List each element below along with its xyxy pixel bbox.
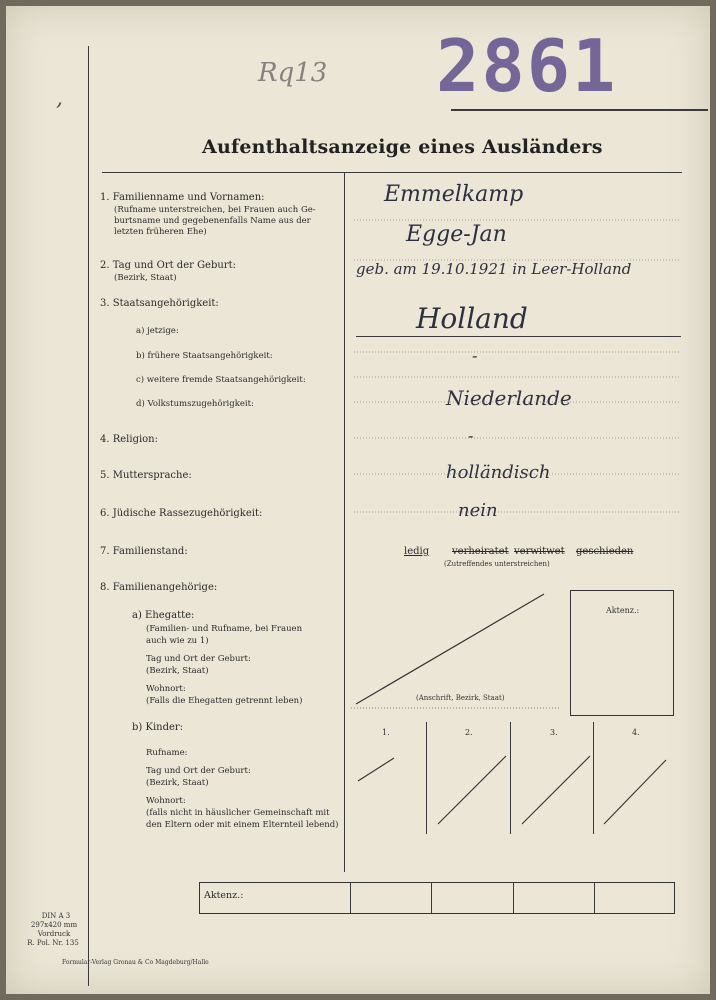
footer-cell-divider — [431, 882, 432, 913]
field-3a-label: a) jetzige: — [136, 326, 179, 336]
field-2-note: (Bezirk, Staat) — [114, 273, 177, 283]
margin-mark: , — [56, 86, 63, 111]
field-8a-birth-note: (Bezirk, Staat) — [146, 666, 209, 676]
field-3-label: 3. Staatsangehörigkeit: — [100, 298, 219, 309]
field-8b-birth-note: (Bezirk, Staat) — [146, 778, 209, 788]
entry-nationality: Holland — [416, 302, 528, 335]
spouse-address-note: (Anschrift, Bezirk, Staat) — [416, 694, 505, 702]
status-option-single: ledig — [404, 546, 430, 557]
status-option-widowed: verwitwet — [514, 546, 565, 557]
field-8a-label: a) Ehegatte: — [132, 610, 195, 621]
field-2-label: 2. Tag und Ort der Geburt: — [100, 260, 236, 271]
field-8a-residence-note: (Falls die Ehegatten getrennt leben) — [146, 696, 303, 706]
entry-language: holländisch — [446, 462, 551, 483]
entry-firstname: Egge-Jan — [406, 222, 507, 247]
field-3b-label: b) frühere Staatsangehörigkeit: — [136, 351, 273, 361]
status-note: (Zutreffendes unterstreichen) — [444, 560, 550, 568]
entry-birth: geb. am 19.10.1921 in Leer-Holland — [356, 260, 632, 278]
child-col-1: 1. — [382, 728, 390, 737]
entry-religion: - — [468, 426, 474, 445]
pencil-note: Rq13 — [258, 58, 328, 88]
field-1-note: burtsname und gegebenenfalls Name aus der — [114, 216, 311, 226]
field-3c-label: c) weitere fremde Staatsangehörigkeit: — [136, 375, 306, 385]
field-8b-residence: Wohnort: — [146, 796, 186, 806]
child-col-2: 2. — [465, 728, 473, 737]
footer-reference-label: Aktenz.: — [204, 890, 244, 901]
form-type: Vordruck — [37, 930, 71, 938]
field-8-label: 8. Familienangehörige: — [100, 582, 218, 593]
field-8b-name: Rufname: — [146, 748, 188, 758]
entry-former-nationality: - — [472, 346, 478, 365]
field-7-label: 7. Familienstand: — [100, 546, 188, 557]
field-4-label: 4. Religion: — [100, 434, 158, 445]
field-8b-birth: Tag und Ort der Geburt: — [146, 766, 251, 776]
field-6-label: 6. Jüdische Rassezugehörigkeit: — [100, 508, 263, 519]
din-format: DIN A 3 — [41, 912, 71, 920]
field-8b-residence-note: den Eltern oder mit einem Elternteil lebend) — [146, 820, 339, 830]
field-1-note: letzten früheren Ehe) — [114, 227, 207, 237]
page-title: Aufenthaltsanzeige eines Ausländers — [202, 136, 603, 158]
left-margin-line — [88, 46, 89, 986]
child-col-3: 3. — [550, 728, 558, 737]
field-8a-birth: Tag und Ort der Geburt: — [146, 654, 251, 664]
child-col-4: 4. — [632, 728, 640, 737]
entry-name: Emmelkamp — [384, 182, 524, 207]
field-8b-residence-note: (falls nicht in häuslicher Gemeinschaft mit — [146, 808, 330, 818]
status-option-married: verheiratet — [452, 546, 509, 557]
din-size: 297x420 mm — [30, 921, 78, 929]
footer-cell-divider — [594, 882, 595, 913]
footer-reference-row — [199, 882, 675, 914]
stamp-underline — [451, 109, 708, 111]
document-page — [6, 6, 710, 994]
field-1-note: (Rufname unterstreichen, bei Frauen auch Ge- — [114, 205, 316, 215]
field-8a-residence: Wohnort: — [146, 684, 186, 694]
children-strike-lines — [346, 746, 686, 836]
entry-jewish: nein — [458, 500, 498, 521]
field-8a-note: auch wie zu 1) — [146, 636, 209, 646]
field-8b-label: b) Kinder: — [132, 722, 184, 733]
footer-cell-divider — [350, 882, 351, 913]
stamp-number: 2861 — [436, 24, 618, 108]
footer-cell-divider — [513, 882, 514, 913]
entry-ethnicity: Niederlande — [446, 386, 572, 410]
publisher-line: Formular-Verlag Gronau & Co Magdeburg/Halle — [62, 959, 209, 966]
right-column-rules — [346, 172, 686, 592]
photo-box-label: Aktenz.: — [606, 606, 640, 615]
form-number: R. Pol. Nr. 135 — [27, 939, 79, 947]
field-1-label: 1. Familienname und Vornamen: — [100, 192, 265, 203]
center-divider — [344, 172, 345, 872]
field-8a-note: (Familien- und Rufname, bei Frauen — [146, 624, 303, 634]
field-5-label: 5. Muttersprache: — [100, 470, 192, 481]
status-option-divorced: geschieden — [576, 546, 634, 557]
field-3d-label: d) Volkstumszugehörigkeit: — [136, 399, 254, 409]
